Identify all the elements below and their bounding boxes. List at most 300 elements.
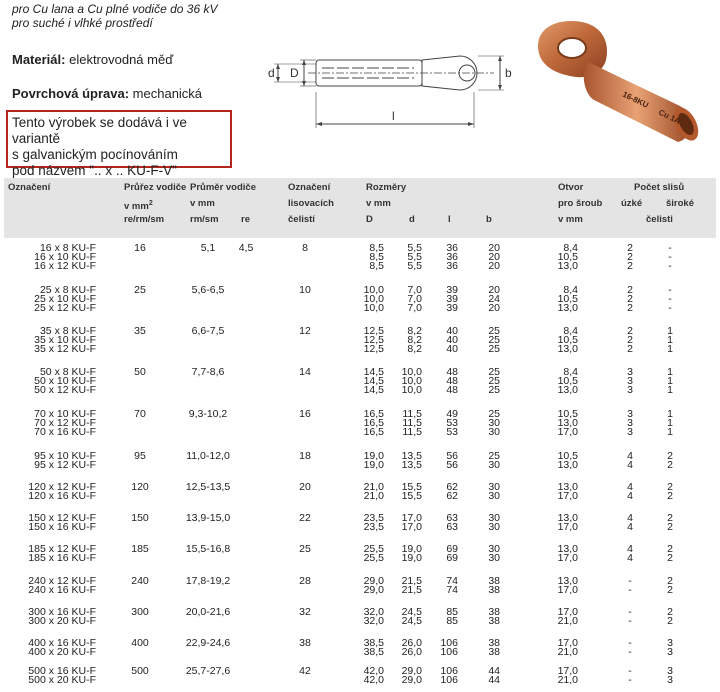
cell-prurez: 16 [134, 242, 146, 254]
cell-otvor: 10,5 [557, 375, 578, 388]
cell-code: 400 x 20 KU-F [28, 646, 96, 659]
cell-code: 16 x 8 KU-F [39, 242, 96, 254]
cell-d: 7,0 [407, 293, 422, 306]
cell-siroke: 3 [667, 665, 673, 677]
cell-d: 5,5 [407, 242, 422, 254]
cell-siroke: 2 [667, 512, 673, 524]
cell-D: 25,5 [363, 552, 384, 565]
cell-l: 56 [446, 459, 458, 472]
header-prumer-title: Průměr vodiče [190, 182, 256, 193]
cell-prumer-re: 4,5 [238, 242, 254, 254]
cell-l: 40 [446, 334, 458, 347]
cell-D: 14,5 [363, 366, 384, 378]
cell-otvor: 17,0 [557, 490, 578, 503]
header-rozmery-unit: v mm [366, 198, 391, 209]
cell-uzke: 2 [627, 334, 633, 347]
cell-code: 70 x 10 KU-F [34, 408, 96, 420]
cell-uzke: - [628, 637, 632, 649]
cell-otvor: 17,0 [557, 552, 578, 565]
surface-label: Povrchová úprava: [12, 86, 130, 101]
cell-uzke: 3 [627, 375, 633, 388]
header-rozmery-l: l [448, 214, 451, 225]
cell-siroke: 1 [667, 417, 673, 430]
cell-D: 32,0 [363, 615, 384, 628]
dim-D-label: D [290, 66, 299, 80]
cell-prumer: 17,8-19,2 [185, 575, 231, 587]
cell-code: 240 x 16 KU-F [28, 584, 96, 597]
cell-prumer: 7,7-8,6 [191, 366, 225, 378]
cell-D: 10,0 [363, 302, 384, 315]
cell-uzke: 4 [627, 552, 633, 565]
cell-uzke: 2 [627, 325, 633, 337]
header-oznaceni: Označení [8, 182, 51, 193]
cell-uzke: 4 [627, 481, 633, 493]
cell-d: 5,5 [407, 251, 422, 264]
cell-celisti: 22 [299, 512, 311, 524]
cell-d: 13,5 [401, 450, 422, 462]
cell-siroke: 3 [667, 646, 673, 659]
intro-text [12, 2, 217, 30]
cell-b: 24 [488, 293, 500, 306]
material-label: Materiál: [12, 52, 66, 67]
cell-celisti: 38 [299, 637, 311, 649]
cell-uzke: 2 [627, 284, 633, 296]
dim-d-arrow-top [276, 64, 280, 69]
cell-siroke: 2 [667, 615, 673, 628]
cell-code: 500 x 16 KU-F [28, 665, 96, 677]
header-pocet-siroke: široké [666, 198, 694, 209]
variant-notice-box [6, 110, 232, 178]
cell-code: 16 x 10 KU-F [34, 251, 96, 264]
surface-line [12, 86, 202, 101]
cell-uzke: 3 [627, 408, 633, 420]
cell-l: 48 [446, 375, 458, 388]
lug-stamp-size: 16-8KU [621, 89, 650, 110]
cell-b: 30 [488, 417, 500, 430]
cell-b: 38 [488, 615, 500, 628]
cell-otvor: 8,4 [563, 242, 578, 254]
cell-code: 70 x 16 KU-F [34, 426, 96, 439]
cell-siroke: - [668, 293, 672, 306]
cell-b: 25 [488, 375, 500, 388]
cell-l: 53 [446, 426, 458, 439]
cell-D: 23,5 [363, 512, 384, 524]
cell-code: 185 x 12 KU-F [28, 543, 96, 555]
cell-prumer: 11,0-12,0 [186, 450, 230, 462]
cell-D: 10,0 [363, 284, 384, 296]
cell-l: 36 [446, 260, 458, 273]
cell-code: 120 x 12 KU-F [28, 481, 96, 493]
cell-siroke: 2 [667, 584, 673, 597]
cell-prurez: 300 [131, 606, 149, 618]
cell-prurez: 50 [134, 366, 146, 378]
cell-d: 29,0 [401, 665, 422, 677]
cell-l: 39 [446, 293, 458, 306]
cell-celisti: 25 [299, 543, 311, 555]
cell-otvor: 8,4 [563, 325, 578, 337]
cell-uzke: 3 [627, 384, 633, 397]
cell-siroke: 1 [667, 426, 673, 439]
cell-code: 35 x 12 KU-F [34, 343, 96, 356]
cell-uzke: - [628, 584, 632, 597]
notice-line-2: s galvanickým pocínováním [12, 147, 178, 162]
cell-b: 38 [488, 606, 500, 618]
dim-b-arrow-bottom [498, 85, 502, 90]
cell-siroke: 1 [667, 366, 673, 378]
cell-b: 44 [488, 665, 500, 677]
cell-b: 25 [488, 408, 500, 420]
dim-l-arrow-left [316, 122, 322, 126]
cell-code: 150 x 12 KU-F [28, 512, 96, 524]
cell-uzke: - [628, 665, 632, 677]
cell-uzke: 4 [627, 512, 633, 524]
cell-siroke: 1 [667, 375, 673, 388]
cell-prumer: 9,3-10,2 [188, 408, 228, 420]
cell-code: 185 x 16 KU-F [28, 552, 96, 565]
cell-uzke: 3 [627, 366, 633, 378]
header-rozmery-D: D [366, 214, 373, 225]
cell-otvor: 17,0 [557, 584, 578, 597]
cell-uzke: 4 [627, 450, 633, 462]
header-otvor-title: Otvor [558, 182, 584, 193]
cell-otvor: 17,0 [557, 426, 578, 439]
cell-otvor: 21,0 [557, 615, 578, 628]
cell-b: 30 [488, 490, 500, 503]
cell-l: 63 [446, 512, 458, 524]
cell-d: 19,0 [401, 543, 422, 555]
cell-D: 14,5 [363, 384, 384, 397]
lug-photo-hole [558, 38, 586, 58]
cell-d: 8,2 [407, 325, 422, 337]
cell-celisti: 42 [299, 665, 311, 677]
cell-D: 29,0 [363, 584, 384, 597]
cell-d: 24,5 [401, 606, 422, 618]
cell-d: 17,0 [401, 521, 422, 534]
header-celisti-3: čelistí [288, 214, 315, 225]
cell-d: 10,0 [401, 375, 422, 388]
header-otvor-unit: v mm [558, 214, 583, 225]
cell-celisti: 12 [299, 325, 311, 337]
cell-code: 25 x 12 KU-F [34, 302, 96, 315]
cell-b: 25 [488, 450, 500, 462]
cell-code: 400 x 16 KU-F [28, 637, 96, 649]
cell-otvor: 17,0 [557, 665, 578, 677]
cell-b: 25 [488, 366, 500, 378]
cell-prumer: 6,6-7,5 [191, 325, 225, 337]
cell-D: 19,0 [363, 459, 384, 472]
intro-line-1: pro Cu lana a Cu plné vodiče do 36 kV [12, 2, 218, 16]
cell-code: 25 x 10 KU-F [34, 293, 96, 306]
cell-D: 21,0 [363, 481, 384, 493]
cell-d: 8,2 [407, 343, 422, 356]
cell-prumer: 12,5-13,5 [185, 481, 231, 493]
cell-prurez: 95 [134, 450, 146, 462]
lug-stamp-material: Cu 1A [657, 107, 682, 126]
cell-code: 70 x 12 KU-F [34, 417, 96, 430]
cell-uzke: 3 [627, 426, 633, 439]
cell-code: 300 x 16 KU-F [28, 606, 96, 618]
cell-D: 16,5 [363, 417, 384, 430]
cell-b: 44 [488, 674, 500, 687]
cell-uzke: 2 [627, 260, 633, 273]
cell-prurez: 25 [134, 284, 146, 296]
cell-l: 48 [446, 384, 458, 397]
cell-otvor: 10,5 [557, 408, 578, 420]
surface-value: mechanická [132, 86, 203, 101]
cell-d: 13,5 [401, 459, 422, 472]
cell-b: 30 [488, 543, 500, 555]
cell-b: 38 [488, 646, 500, 659]
header-celisti-2: lisovacích [288, 198, 334, 209]
dim-l-label: l [392, 109, 395, 123]
cell-celisti: 18 [299, 450, 311, 462]
cell-l: 48 [446, 366, 458, 378]
header-rozmery-title: Rozměry [366, 182, 407, 193]
dim-b-label: b [505, 66, 512, 80]
cell-siroke: - [668, 260, 672, 273]
cell-siroke: 2 [667, 552, 673, 565]
cell-siroke: - [668, 302, 672, 315]
cell-siroke: 3 [667, 637, 673, 649]
cell-b: 38 [488, 584, 500, 597]
cell-otvor: 8,4 [563, 366, 578, 378]
cell-b: 20 [488, 260, 500, 273]
dim-d-label: d [268, 66, 275, 80]
cell-prurez: 240 [131, 575, 149, 587]
cell-d: 26,0 [401, 646, 422, 659]
cell-siroke: 2 [667, 450, 673, 462]
cell-otvor: 17,0 [557, 637, 578, 649]
cell-D: 42,0 [363, 665, 384, 677]
cell-D: 10,0 [363, 293, 384, 306]
cell-l: 69 [446, 543, 458, 555]
cell-celisti: 10 [299, 284, 311, 296]
cell-l: 106 [440, 674, 458, 687]
cell-l: 40 [446, 325, 458, 337]
header-pocet-celisti: čelisti [646, 214, 673, 225]
cell-uzke: - [628, 575, 632, 587]
cell-otvor: 13,0 [557, 260, 578, 273]
cell-l: 74 [446, 575, 458, 587]
cell-code: 25 x 8 KU-F [39, 284, 96, 296]
cell-D: 42,0 [363, 674, 384, 687]
cell-l: 39 [446, 284, 458, 296]
cell-b: 25 [488, 343, 500, 356]
cell-siroke: 2 [667, 521, 673, 534]
cell-siroke: 1 [667, 334, 673, 347]
cell-otvor: 13,0 [557, 512, 578, 524]
cell-code: 95 x 10 KU-F [34, 450, 96, 462]
cell-d: 11,5 [402, 417, 422, 430]
cell-siroke: 1 [667, 325, 673, 337]
cell-otvor: 13,0 [557, 481, 578, 493]
cell-l: 36 [446, 242, 458, 254]
cell-b: 30 [488, 512, 500, 524]
cell-d: 8,2 [407, 334, 422, 347]
cell-D: 12,5 [363, 343, 384, 356]
cell-b: 30 [488, 459, 500, 472]
cell-code: 95 x 12 KU-F [34, 459, 96, 472]
cell-D: 25,5 [363, 543, 384, 555]
cell-b: 20 [488, 302, 500, 315]
copper-lug-photo [530, 16, 706, 156]
cell-prurez: 70 [134, 408, 146, 420]
cell-uzke: 4 [627, 543, 633, 555]
cell-prumer: 5,1 [200, 242, 216, 254]
cell-siroke: - [668, 242, 672, 254]
cell-b: 25 [488, 334, 500, 347]
cell-code: 240 x 12 KU-F [28, 575, 96, 587]
header-celisti-1: Označení [288, 182, 331, 193]
cell-D: 29,0 [363, 575, 384, 587]
cell-otvor: 21,0 [557, 674, 578, 687]
cell-D: 8,5 [369, 242, 384, 254]
cell-D: 19,0 [363, 450, 384, 462]
cell-siroke: - [668, 284, 672, 296]
cell-siroke: 2 [667, 481, 673, 493]
cell-prurez: 35 [134, 325, 146, 337]
cell-b: 25 [488, 384, 500, 397]
cell-b: 20 [488, 242, 500, 254]
cell-d: 21,5 [401, 575, 422, 587]
cell-prumer: 25,7-27,6 [185, 665, 231, 677]
cell-D: 12,5 [363, 334, 384, 347]
cell-d: 26,0 [401, 637, 422, 649]
intro-line-2: pro suché i vlhké prostředí [12, 16, 153, 30]
cell-d: 29,0 [401, 674, 422, 687]
cell-siroke: 1 [667, 343, 673, 356]
cell-l: 106 [440, 637, 458, 649]
cell-otvor: 13,0 [557, 417, 578, 430]
cell-uzke: 4 [627, 459, 633, 472]
notice-line-1: Tento výrobek se dodává i ve variantě [12, 115, 187, 146]
cell-D: 23,5 [363, 521, 384, 534]
cell-prumer: 20,0-21,6 [185, 606, 231, 618]
cell-l: 62 [446, 490, 458, 503]
dim-d-arrow-bottom [276, 77, 280, 82]
cell-b: 20 [488, 251, 500, 264]
cable-lug-drawing [264, 44, 520, 130]
cell-b: 30 [488, 552, 500, 565]
cell-d: 11,5 [402, 408, 422, 420]
cell-siroke: 1 [667, 408, 673, 420]
cell-l: 85 [446, 606, 458, 618]
cell-l: 74 [446, 584, 458, 597]
cell-prumer: 5,6-6,5 [191, 284, 225, 296]
cell-d: 21,5 [401, 584, 422, 597]
cell-siroke: 3 [667, 674, 673, 687]
cell-uzke: 2 [627, 302, 633, 315]
cell-celisti: 14 [299, 366, 311, 378]
cell-l: 106 [440, 665, 458, 677]
cell-uzke: 3 [627, 417, 633, 430]
cell-d: 15,5 [401, 490, 422, 503]
cell-b: 38 [488, 575, 500, 587]
cell-D: 8,5 [369, 260, 384, 273]
cell-D: 38,5 [363, 646, 384, 659]
cell-d: 7,0 [407, 284, 422, 296]
dim-D-arrow-top [302, 60, 306, 65]
cell-siroke: 2 [667, 543, 673, 555]
header-otvor-sub: pro šroub [558, 198, 603, 209]
cell-prumer: 15,5-16,8 [185, 543, 231, 555]
cell-code: 35 x 10 KU-F [34, 334, 96, 347]
cell-uzke: 2 [627, 293, 633, 306]
cell-uzke: - [628, 674, 632, 687]
cell-d: 17,0 [401, 512, 422, 524]
header-rozmery-d: d [409, 214, 415, 225]
cell-D: 14,5 [363, 375, 384, 388]
cell-D: 16,5 [363, 426, 384, 439]
cell-b: 30 [488, 521, 500, 534]
cell-code: 50 x 12 KU-F [34, 384, 96, 397]
cell-celisti: 16 [299, 408, 311, 420]
cell-otvor: 17,0 [557, 521, 578, 534]
cell-code: 35 x 8 KU-F [39, 325, 96, 337]
cell-d: 5,5 [407, 260, 422, 273]
header-pocet-uzke: úzké [621, 198, 643, 209]
dim-D-arrow-bottom [302, 81, 306, 86]
material-value: elektrovodná měď [69, 52, 174, 67]
cell-l: 56 [446, 450, 458, 462]
cell-D: 12,5 [363, 325, 384, 337]
cell-celisti: 20 [299, 481, 311, 493]
cell-prurez: 120 [131, 481, 149, 493]
header-prurez-title: Průřez vodiče [124, 182, 187, 193]
cell-d: 7,0 [407, 302, 422, 315]
cell-code: 300 x 20 KU-F [28, 615, 96, 628]
cell-otvor: 13,0 [557, 343, 578, 356]
cell-D: 16,5 [363, 408, 384, 420]
cell-otvor: 17,0 [557, 606, 578, 618]
cell-prurez: 400 [131, 637, 149, 649]
cell-uzke: - [628, 646, 632, 659]
cell-l: 106 [440, 646, 458, 659]
header-prumer-re: re [241, 214, 250, 225]
cell-l: 85 [446, 615, 458, 628]
header-prurez-types: re/rm/sm [124, 214, 165, 225]
cell-d: 15,5 [401, 481, 422, 493]
cell-celisti: 32 [299, 606, 311, 618]
cell-l: 49 [446, 408, 458, 420]
cell-otvor: 21,0 [557, 646, 578, 659]
cell-code: 50 x 10 KU-F [34, 375, 96, 388]
cell-siroke: 2 [667, 459, 673, 472]
cell-otvor: 10,5 [557, 450, 578, 462]
cell-otvor: 10,5 [557, 293, 578, 306]
cell-siroke: 2 [667, 575, 673, 587]
cell-uzke: 2 [627, 251, 633, 264]
cell-l: 40 [446, 343, 458, 356]
notice-line-3: pod názvem ".. x .. KU-F-V" [12, 163, 177, 178]
cell-otvor: 13,0 [557, 459, 578, 472]
cell-D: 21,0 [363, 490, 384, 503]
cell-l: 36 [446, 251, 458, 264]
cell-b: 20 [488, 284, 500, 296]
cell-code: 120 x 16 KU-F [28, 490, 96, 503]
cell-l: 53 [446, 417, 458, 430]
cell-D: 8,5 [369, 251, 384, 264]
cell-l: 69 [446, 552, 458, 565]
cell-prumer: 22,9-24,6 [185, 637, 231, 649]
cell-siroke: 1 [667, 384, 673, 397]
cell-b: 25 [488, 325, 500, 337]
cell-otvor: 13,0 [557, 384, 578, 397]
material-line [12, 52, 173, 67]
cell-l: 39 [446, 302, 458, 315]
cell-l: 62 [446, 481, 458, 493]
cell-otvor: 10,5 [557, 251, 578, 264]
